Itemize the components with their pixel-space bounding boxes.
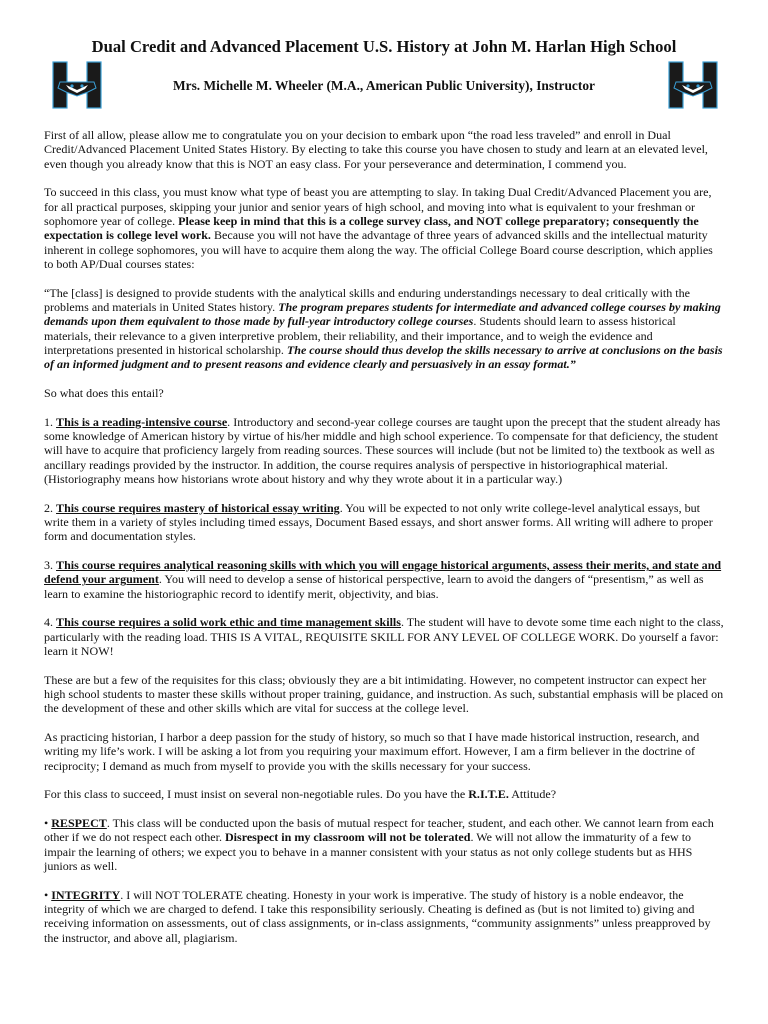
item-heading: This course requires mastery of historical essay writing [56, 500, 340, 515]
instructor-line: Mrs. Michelle M. Wheeler (M.A., American Public University), Instructor [173, 78, 595, 93]
rule-heading: RESPECT [51, 815, 107, 830]
item-heading: This course requires a solid work ethic and time management skills [56, 615, 401, 630]
bold-emphasis: Disrespect in my classroom will not be tolerated [224, 830, 471, 845]
bold-emphasis: Please keep in mind that this is a college survey class, and NOT college preparatory; consequently the expectation is college level work. [44, 214, 699, 243]
item-heading: This course requires analytical reasoning skills with which you will engage historical arguments, assess their merits, and state and defend your argument [44, 558, 722, 587]
bold-italic-emphasis: The program prepares students for intermediate and advanced college courses by making demands upon them equivalent to those made by full-year introductory college courses [44, 300, 721, 329]
list-item: 1. This is a reading-intensive course. Introductory and second-year college courses are taught upon the precept that the student already has some knowledge of American history by virtue of his/her middle and high school experience. To compensate for that deficiency, the student will have to acquire that proficiency largely from reading sources. These sources will include (but not be limited to) the textbook as well as ancillary readings provided by the instructor. In addition, the course requires analysis of perspective in historiographical material. (Historiography means how historians wrote about history and why they wrote about it in a particular way.) [44, 414, 721, 487]
list-item: 3. This course requires analytical reasoning skills with which you will engage historical arguments, assess their merits, and state and defend your argument. You will need to develop a sense of historical perspective, learn to avoid the dangers of “presentism,” as well as learn to examine the historiographic record to identify merit, objectivity, and bias. [44, 558, 722, 601]
college-board-quote: “The [class] is designed to provide students with the analytical skills and enduring understandings necessary to deal critically with the problems and materials in United States history. The program prepares students for intermediate and advanced college courses by making demands upon them equivalent to those made by full-year introductory college courses. Students should learn to assess historical materials, their relevance to a given interpretive problem, their reliability, and their importance, and to weigh the evidence and interpretations presented in historical scholarship. The course should thus develop the skills necessary to arrive at conclusions on the basis of an informed judgment and to present reasons and evidence clearly and persuasively in an essay format.” [44, 285, 723, 372]
item-heading: This is a reading-intensive course [56, 414, 228, 429]
paragraph-congratulations: First of all allow, please allow me to congratulate you on your decision to embark upon “the road less traveled” and enroll in Dual Credit/Advanced Placement United States History. By electing to take this course you have chosen to study and learn at an elevated level, even though you already know that this is NOT an easy class. For your perseverance and determination, I commend you. [44, 128, 708, 171]
paragraph-passion: As practicing historian, I harbor a deep passion for the study of history, so much so that I have made historical instruction, research, and writing my life’s work. I will be asking a lot from you requiring your maximum effort. However, I am a firm believer in the doctrine of reciprocity; I demand as much from myself to provide you with the skills necessary for your success. [44, 730, 700, 773]
bold-italic-emphasis: The course should thus develop the skills necessary to arrive at conclusions on the basis of an informed judgment and to present reasons and evidence clearly and persuasively in an essay format.” [44, 343, 723, 372]
list-item: 2. This course requires mastery of historical essay writing. You will be expected to not only write college-level analytical essays, but write them in a variety of styles including timed essays, Document Based essays, and short answer forms. All writing will adhere to proper form and documentation styles. [44, 500, 713, 544]
rule-integrity: • INTEGRITY. I will NOT TOLERATE cheating. Honesty in your work is imperative. The study of history is a noble endeavor, the integrity of which we are charged to defend. I take this responsibility seriously. Cheating is defined as (but is not limited to) giving and receiving information on assessments, out of class assignments, or in-class assignments, “community assignments” unless preapproved by the instructor, and above all, plagiarism. [44, 887, 711, 945]
paragraph-succeed: To succeed in this class, you must know what type of beast you are attempting to slay. In taking Dual Credit/Advanced Placement you are, for all practical purposes, skipping your junior and senior years of high school, and moving into what is equivalent to your freshman or sophomore year of college. Please keep in mind that this is a college survey class, and NOT college preparatory; consequently the expectation is college level work. Because you will not have the advantage of three years of advanced skills and the intellectual maturity inherent in college sophomores, you will have to acquire them along the way. The official College Board course description, which applies to both AP/Dual courses states: [44, 185, 713, 272]
document-title: Dual Credit and Advanced Placement U.S. History at John M. Harlan High School [91, 37, 677, 56]
paragraph-requisites: These are but a few of the requisites for this class; obviously they are a bit intimidating. However, no competent instructor can expect her high school students to master these skills without proper training, guidance, and instruction. As such, substantial emphasis will be placed on the development of these and other skills which are vital for success at the college level. [44, 672, 724, 716]
list-item: 4. This course requires a solid work ethic and time management skills. The student will have to devote some time each night to the class, particularly with the reading load. THIS IS A VITAL, REQUISITE SKILL FOR ANY LEVEL OF COLLEGE WORK. Do yourself a favor: learn it NOW! [44, 615, 724, 659]
paragraph-entail: So what does this entail? [44, 386, 164, 401]
document-body [44, 128, 724, 959]
paragraph-rite: For this class to succeed, I must insist on several non-negotiable rules. Do you have the R.I.T.E. Attitude? [44, 787, 557, 802]
rule-respect: • RESPECT. This class will be conducted upon the basis of mutual respect for teacher, student, and each other. We cannot learn from each other if we do not respect each other. Disrespect in my classroom will not be tolerated. We will not allow the immaturity of a few to impair the learning of others; we expect you to behave in a manner consistent with your status as not only college students but as HHS juniors as well. [44, 815, 714, 874]
rule-heading: INTEGRITY [51, 887, 121, 902]
rite-acronym: R.I.T.E. [468, 787, 509, 802]
